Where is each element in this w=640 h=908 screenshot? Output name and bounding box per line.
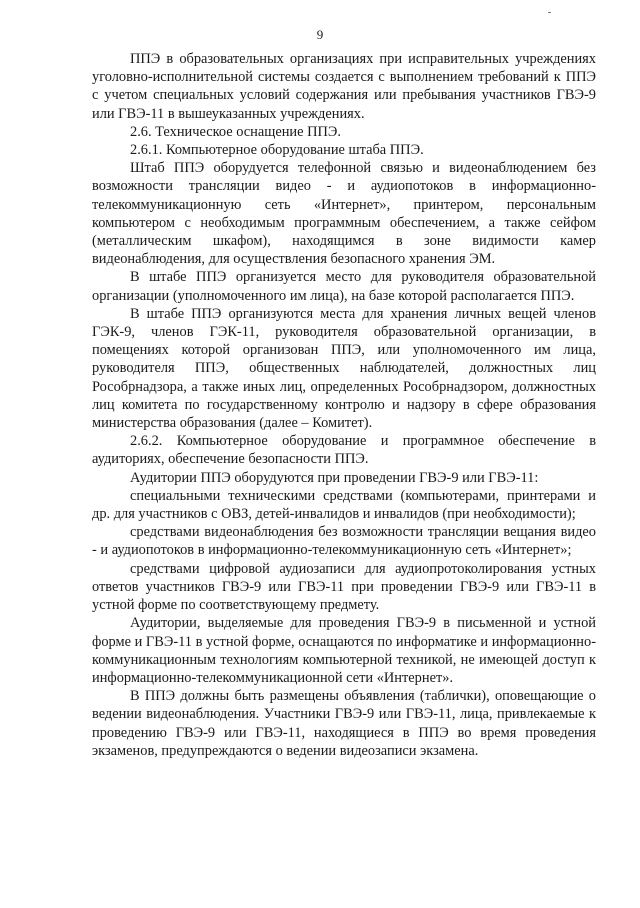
paragraph-hq-director-place: В штабе ППЭ организуется место для руководителя образовательной организации (уполномоченного им лица), на базе которой располагается ППЭ. bbox=[92, 269, 596, 304]
paragraph-classroom-equipment-intro: Аудитории ППЭ оборудуются при проведении ГВЭ-9 или ГВЭ-11: bbox=[130, 469, 539, 486]
document-body bbox=[92, 50, 596, 760]
section-heading-2-6: 2.6. Техническое оснащение ППЭ. bbox=[130, 123, 341, 140]
page-number: 9 bbox=[316, 27, 324, 42]
list-item-special-devices: специальными техническими средствами (компьютерами, принтерами и др. для участников с ОВЗ, детей-инвалидов и инвалидов (при необходимости); bbox=[92, 487, 596, 523]
paragraph-video-notices: В ППЭ должны быть размещены объявления (таблички), оповещающие о ведении видеонаблюдения. Участники ГВЭ-9 или ГВЭ-11, лица, привлекаемые к проведению ГВЭ-9 или ГВЭ-11, находящиеся в ППЭ во время проведения экзаменов, предупреждаются о ведении видеозаписи экзамена. bbox=[92, 688, 596, 759]
paragraph-hq-equipment: Штаб ППЭ оборудуется телефонной связью и видеонаблюдением без возможности трансляции видео - и аудиопотоков в информационно-телекоммуникационную сеть «Интернет», принтером, персональным компьютером с необходимым программным обеспечением, а также сейфом (металлическим шкафом), находящимся в зоне видимости камер видеонаблюдения, для осуществления безопасного хранения ЭМ. bbox=[92, 160, 596, 268]
list-item-audio-recording: средствами цифровой аудиозаписи для аудиопротоколирования устных ответов участников ГВЭ-9 или ГВЭ-11 при проведении ГВЭ-9 или ГВЭ-11 в устной форме по соответствующему предмету. bbox=[92, 560, 596, 614]
paragraph-informatics-classrooms: Аудитории, выделяемые для проведения ГВЭ-9 в письменной и устной форме и ГВЭ-11 в устной форме, оснащаются по информатике и информационно-коммуникационным технологиям компьютерной техникой, не имеющей доступ к информационно-телекоммуникационной сети «Интернет». bbox=[92, 615, 596, 686]
list-item-video-surveillance: средствами видеонаблюдения без возможности трансляции вещания видео - и аудиопотоков в информационно-телекоммуникационную сеть «Интернет»; bbox=[92, 524, 596, 559]
section-heading-2-6-1: 2.6.1. Компьютерное оборудование штаба ППЭ. bbox=[130, 142, 424, 159]
paragraph-hq-personal-storage: В штабе ППЭ организуются места для хранения личных вещей членов ГЭК-9, членов ГЭК-11, руководителя образовательной организации, в помещениях которой организован ППЭ, или уполномоченного им лица, руководителя ППЭ, общественных наблюдателей, должностных лиц Рособрнадзора, а также иных лиц, определенных Рособрнадзором, должностных лиц комитета по государственному контролю и надзору в сфере образования министерства образования (далее – Комитет). bbox=[92, 305, 596, 432]
paragraph-ppe-correctional: ППЭ в образовательных организациях при исправительных учреждениях уголовно-исполнительной системы создается с выполнением требований к ППЭ с учетом специальных условий содержания или пребывания участников ГВЭ-9 или ГВЭ-11 в вышеуказанных учреждениях. bbox=[92, 51, 596, 122]
scan-artifact bbox=[548, 12, 551, 13]
section-heading-2-6-2: 2.6.2. Компьютерное оборудование и программное обеспечение в аудиториях, обеспечение безопасности ППЭ. bbox=[92, 433, 596, 468]
